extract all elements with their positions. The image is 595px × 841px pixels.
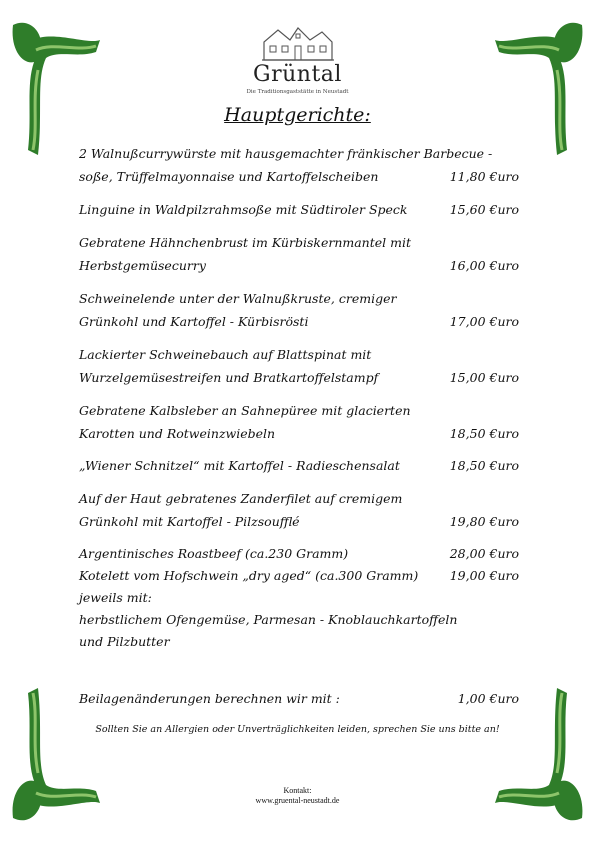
logo-tagline: Die Traditionsgaststätte in Neustadt [246, 89, 349, 95]
sides-price: 1,00 €uro [457, 691, 519, 706]
menu-item [79, 487, 519, 533]
page-title: Hauptgerichte: [224, 104, 371, 126]
sides-text: Beilagenänderungen berechnen wir mit : [79, 691, 340, 706]
menu-item [79, 142, 519, 188]
allergy-notice: Sollten Sie an Allergien oder Unverträglichkeiten leiden, sprechen Sie uns bitte an! [95, 724, 500, 735]
menu-item-text: Grünkohl mit Kartoffel - Pilzsoufflé [79, 514, 300, 529]
menu-item-text: Wurzelgemüsestreifen und Bratkartoffelstampf [79, 370, 379, 385]
menu-item-text: jeweils mit: [79, 590, 152, 605]
restaurant-logo [230, 22, 365, 96]
menu-item-price: 15,60 €uro [449, 202, 519, 217]
menu-item-text: Lackierter Schweinebauch auf Blattspinat mit [79, 347, 372, 362]
menu-item-text: „Wiener Schnitzel“ mit Kartoffel - Radieschensalat [79, 458, 400, 473]
menu-item-text: Grünkohl und Kartoffel - Kürbisrösti [79, 314, 309, 329]
contact-info [0, 786, 595, 806]
menu-item-price: 17,00 €uro [449, 314, 519, 329]
sides-surcharge [79, 687, 519, 710]
menu-item-price: 11,80 €uro [449, 169, 519, 184]
menu-item-price: 28,00 €uro [449, 546, 519, 561]
menu-item-text: soße, Trüffelmayonnaise und Kartoffelscheiben [79, 169, 379, 184]
menu-item-text: Schweinelende unter der Walnußkruste, cremiger [79, 291, 397, 306]
menu-item-price: 16,00 €uro [449, 258, 519, 273]
menu-item-text: Gebratene Kalbsleber an Sahnepüree mit glacierten [79, 403, 411, 418]
menu-item-text: Gebratene Hähnchenbrust im Kürbiskernmantel mit [79, 235, 411, 250]
menu-item [79, 287, 519, 333]
menu-item-text: Kotelett vom Hofschwein „dry aged“ (ca.300 Gramm) [79, 568, 419, 583]
menu-item-text: 2 Walnußcurrywürste mit hausgemachter fränkischer Barbecue - [79, 146, 493, 161]
menu-item-price: 18,50 €uro [449, 458, 519, 473]
menu-item [79, 343, 519, 389]
menu-item-text: Karotten und Rotweinzwiebeln [79, 426, 276, 441]
menu-item-text: Auf der Haut gebratenes Zanderfilet auf cremigem [79, 491, 403, 506]
steak-menu-item [79, 543, 519, 653]
menu-item-price: 19,00 €uro [449, 568, 519, 583]
menu-item-text: Herbstgemüsecurry [79, 258, 206, 273]
menu-item [79, 198, 519, 221]
menu-item [79, 454, 519, 477]
menu-item-price: 19,80 €uro [449, 514, 519, 529]
menu-item-price: 18,50 €uro [449, 426, 519, 441]
logo-name: Grüntal [253, 62, 342, 87]
menu-item-text: und Pilzbutter [79, 634, 170, 649]
menu-item-text: herbstlichem Ofengemüse, Parmesan - Knoblauchkartoffeln [79, 612, 458, 627]
menu-item-text: Argentinisches Roastbeef (ca.230 Gramm) [79, 546, 349, 561]
house-icon [260, 22, 336, 62]
menu-item-text: Linguine in Waldpilzrahmsoße mit Südtiroler Speck [79, 202, 408, 217]
contact-url: www.gruental-neustadt.de [255, 796, 340, 805]
menu-item [79, 231, 519, 277]
contact-label: Kontakt: [283, 786, 312, 795]
ribbon-ornament-top-right [492, 10, 587, 160]
menu-item-price: 15,00 €uro [449, 370, 519, 385]
menu-item [79, 399, 519, 445]
ribbon-ornament-top-left [8, 10, 103, 160]
